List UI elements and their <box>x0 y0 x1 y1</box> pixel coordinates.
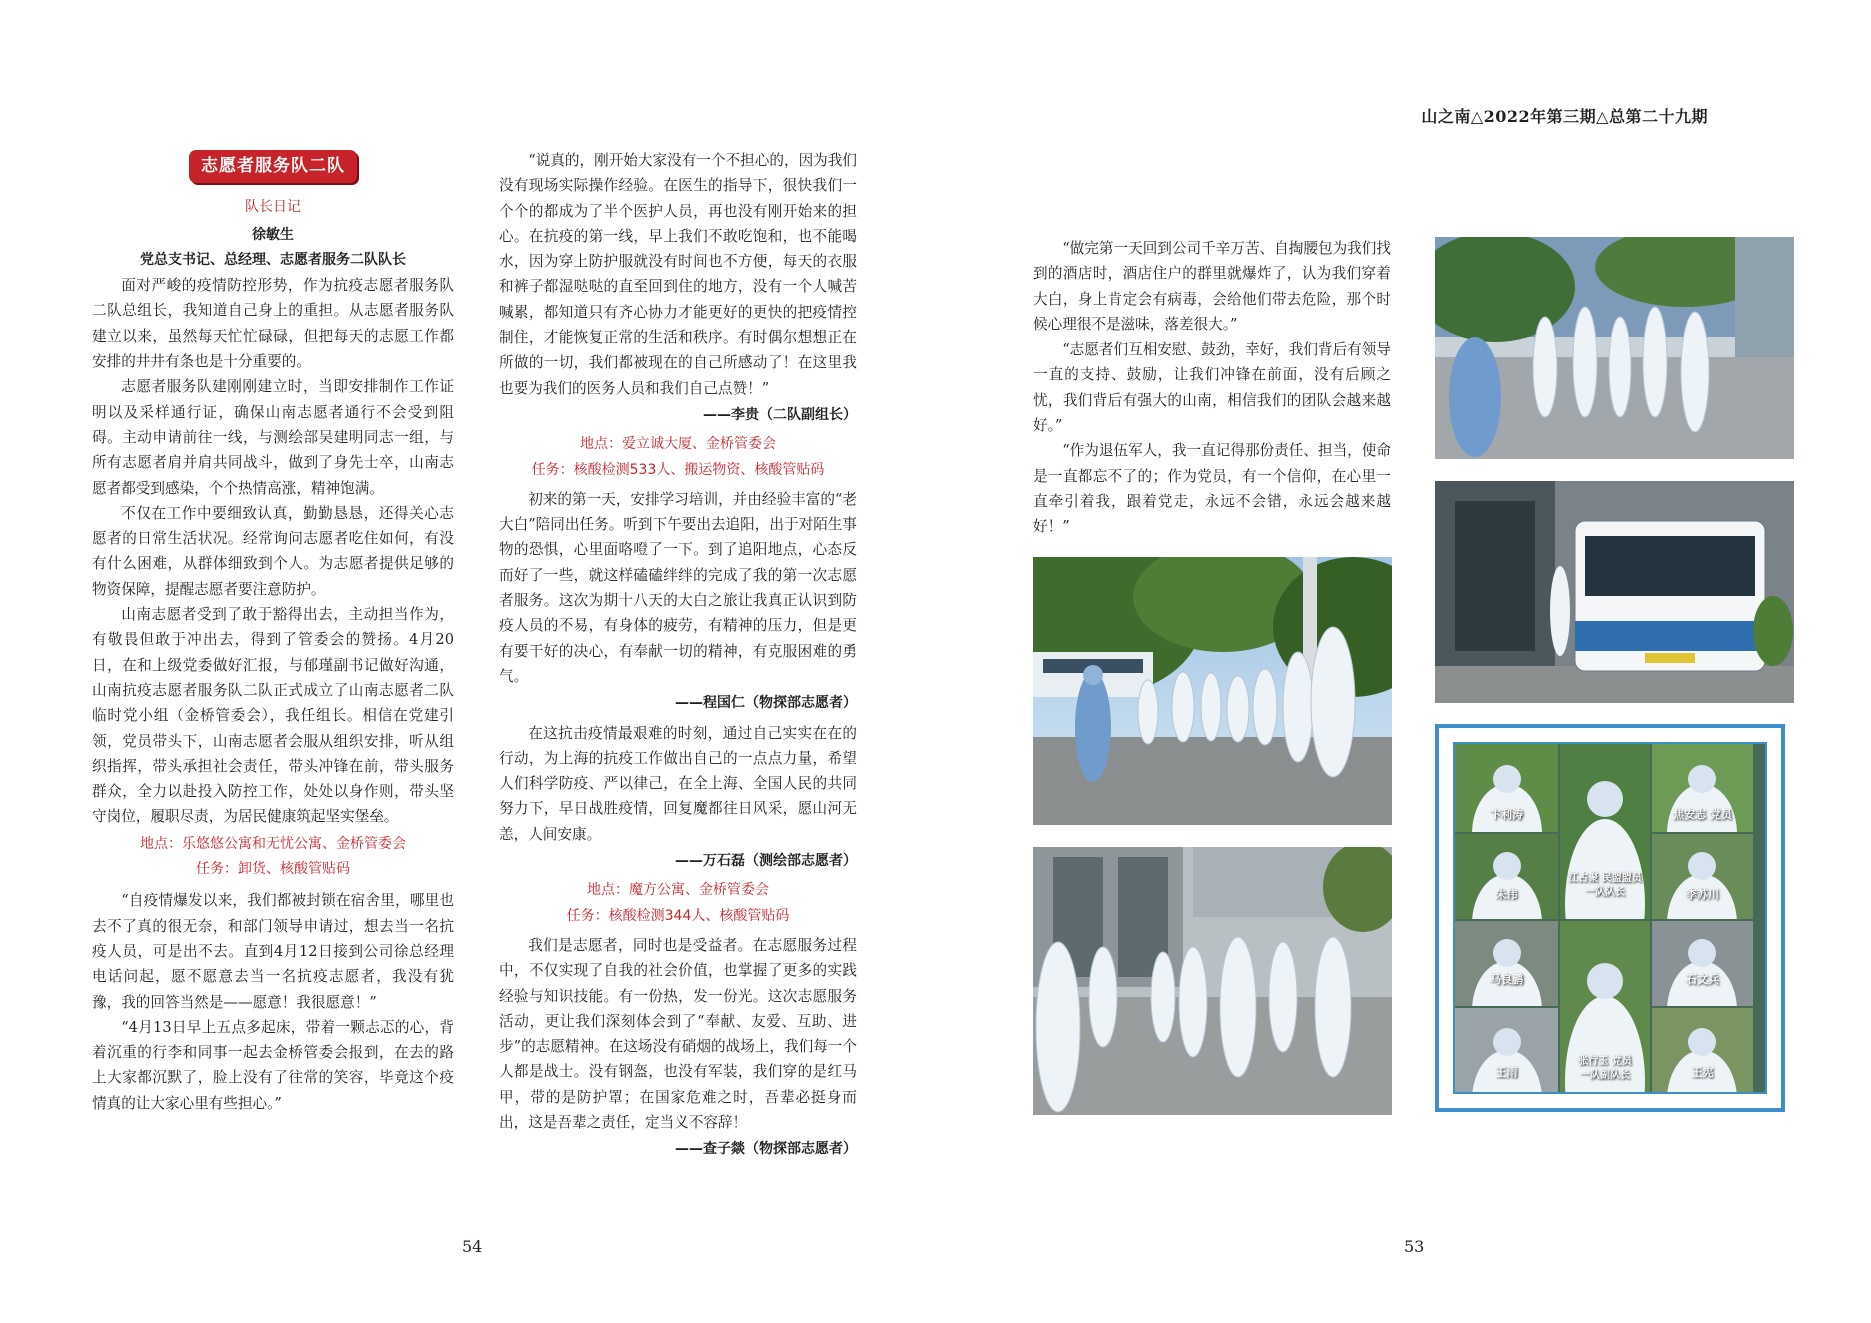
right-column-text <box>1033 236 1391 540</box>
portrait-tile <box>1455 921 1558 1006</box>
task-line: 任务：核酸检测344人、核酸管贴码 <box>566 907 790 924</box>
volunteers-building-photo <box>1033 847 1392 1115</box>
quote-paragraph: “4月13日早上五点多起床，带着一颗忐忑的心，背着沉重的行李和同事一起去金桥管委会报到，在去的路上大家都沉默了，脸上没有了往常的笑容，毕竟这个疫情真的让大家心里有些担心。” <box>92 1018 454 1112</box>
quote-paragraph: “自疫情爆发以来，我们都被封锁在宿舍里，哪里也去不了真的很无奈，和部门领导申请过，想去当一名抗疫人员，可是出不去。直到4月12日接到公司徐总经理电话问起，愿不愿意去当一名抗疫志愿者，我没有犹豫，我的回答当然是——愿意！我很愿意！” <box>92 892 454 1011</box>
volunteer-name: 焦安志 党员 <box>1673 808 1732 821</box>
portrait-tile <box>1560 921 1650 1094</box>
volunteer-name: 江占聚 民盟盟员 一队队长 <box>1568 873 1642 898</box>
portrait-tile <box>1560 744 1650 919</box>
location-line: 地点：乐悠悠公寓和无忧公寓、金桥管委会 <box>140 835 406 852</box>
page-number-left: 54 <box>462 1237 483 1256</box>
paragraph: 在这抗击疫情最艰难的时刻，通过自己实实在在的行动，为上海的抗疫工作做出自己的一点点力量，希望人们科学防疫、严以律己，在全上海、全国人民的共同努力下，早日战胜疫情，回复魔都往日风采，愿山河无恙，人间安康。 <box>499 724 857 843</box>
portrait-tile <box>1455 744 1558 832</box>
volunteers-sidewalk-photo <box>1435 237 1794 459</box>
location-line: 地点：爱立诚大厦、金桥管委会 <box>580 436 776 453</box>
signature: ——程国仁（物探部志愿者） <box>675 695 857 712</box>
volunteer-name: 张行玉 党员 一队副队长 <box>1578 1056 1632 1081</box>
signature: ——李贵（二队副组长） <box>703 406 857 423</box>
portrait-tile <box>1652 744 1753 832</box>
quote-paragraph: “做完第一天回到公司千辛万苦、自掏腰包为我们找到的酒店时，酒店住户的群里就爆炸了，认为我们穿着大白，身上肯定会有病毒，会给他们带去危险，那个时候心理很不是滋味，落差很大。” <box>1033 240 1391 333</box>
paragraph: 初来的第一天，安排学习培训，并由经验丰富的“老大白”陪同出任务。听到下午要出去追阳，出于对陌生事物的恐惧，心里面咯噔了一下。到了追阳地点，心态反而好了一些，就这样磕磕绊绊的完成了我的第一次志愿者服务。这次为期十八天的大白之旅让我真正认识到防疫人员的不易，有身体的疲劳，有精神的压力，但是更有要干好的决心，有奉献一切的精神，有克服困难的勇气。 <box>499 490 857 685</box>
portrait-tile <box>1652 834 1753 919</box>
paragraph: 山南志愿者受到了敢于豁得出去，主动担当作为，有敬畏但敢于冲出去，得到了管委会的赞扬。4月20日，在和上级党委做好汇报，与郁瑾副书记做好沟通，山南抗疫志愿者服务队二队正式成立了山南志愿者二队临时党小组（金桥管委会），我任组长。相信在党建引领，党员带头下，山南志愿者会服从组织安排，听从组织指挥，带头承担社会责任，带头冲锋在前，带头服务群众，全力以赴投入防控工作，处处以身作则，带头坚守岗位，履职尽责，为居民健康筑起坚实堡垒。 <box>92 606 454 826</box>
left-column-2 <box>499 148 857 1167</box>
volunteer-name: 马良鹏 <box>1490 973 1523 986</box>
portrait-tile <box>1652 1008 1753 1094</box>
paragraph: 我们是志愿者，同时也是受益者。在志愿服务过程中，不仅实现了自我的社会价值，也掌握了更多的实践经验与知识技能。有一份热，发一份光。这次志愿服务活动，更让我们深刻体会到了“奉献、友爱、互助、进步”的志愿精神。在这场没有硝烟的战场上，我们每一个人都是战士。没有钢盔，也没有军装，我们穿的是红马甲，带的是防护罩；在国家危难之时，吾辈必挺身而出，这是吾辈之责任，定当义不容辞！ <box>499 936 857 1131</box>
portrait-tile <box>1455 834 1558 919</box>
portrait-tile <box>1455 1008 1558 1094</box>
team-banner: 志愿者服务队二队 <box>189 150 357 183</box>
quote-paragraph: “作为退伍军人，我一直记得那份责任、担当，使命是一直都忘不了的；作为党员，有一个信仰，在心里一直牵引着我，跟着党走，永远不会错，永远会越来越好！” <box>1033 442 1391 536</box>
left-column-1 <box>92 150 454 1116</box>
quote-paragraph: “志愿者们互相安慰、鼓劲，幸好，我们背后有领导一直的支持、鼓励，让我们冲锋在前面，没有后顾之忧，我们背后有强大的山南，相信我们的团队会越来越好。” <box>1033 341 1391 435</box>
issue-header: 山之南△2022年第三期△总第二十九期 <box>1421 107 1708 126</box>
portrait-collage <box>1453 742 1767 1094</box>
author-name: 徐敏生 <box>252 226 294 243</box>
volunteer-name: 卞利涛 <box>1490 808 1523 821</box>
volunteers-street-photo <box>1033 557 1392 825</box>
volunteer-name: 王宪 <box>1691 1066 1714 1079</box>
portrait-collage-frame <box>1435 724 1785 1112</box>
task-line: 任务：核酸检测533人、搬运物资、核酸管贴码 <box>531 461 825 478</box>
portrait-tile <box>1652 921 1753 1006</box>
volunteer-name: 王雨 <box>1495 1066 1518 1079</box>
location-line: 地点：魔方公寓、金桥管委会 <box>587 882 769 899</box>
paragraph: 面对严峻的疫情防控形势，作为抗疫志愿者服务队二队总组长，我知道自己身上的重担。从志愿者服务队建立以来，虽然每天忙忙碌碌，但把每天的志愿工作都安排的井井有条也是十分重要的。 <box>92 277 454 371</box>
signature: ——查子燚（物探部志愿者） <box>675 1141 857 1158</box>
signature: ——万石磊（测绘部志愿者） <box>675 853 857 870</box>
diary-subtitle: 队长日记 <box>245 199 301 216</box>
paragraph: 不仅在工作中要细致认真，勤勤恳恳，还得关心志愿者的日常生活状况。经常询问志愿者吃住如何，有没有什么困难，从群体细致到个人。为志愿者提供足够的物资保障，提醒志愿者要注意防护。 <box>92 504 454 598</box>
volunteer-name: 朱伟 <box>1495 888 1518 901</box>
bus-photo <box>1435 481 1794 703</box>
task-line: 任务：卸货、核酸管贴码 <box>196 861 350 878</box>
author-title: 党总支书记、总经理、志愿者服务二队队长 <box>140 251 406 268</box>
page-number-right: 53 <box>1404 1237 1425 1256</box>
paragraph: 志愿者服务队建刚刚建立时，当即安排制作工作证明以及采样通行证，确保山南志愿者通行不会受到阻碍。主动申请前往一线，与测绘部吴建明同志一组，与所有志愿者肩并肩共同战斗，做到了身先士卒，山南志愿者都受到感染，个个热情高涨，精神饱满。 <box>92 378 454 497</box>
quote-paragraph: “说真的，刚开始大家没有一个不担心的，因为我们没有现场实际操作经验。在医生的指导下，很快我们一个个的都成为了半个医护人员，再也没有刚开始来的担心。在抗疫的第一线，早上我们不敢吃饱和，也不能喝水，因为穿上防护服就没有时间也不方便，每天的衣服和裤子都湿哒哒的直至回到住的地方，没有一个人喊苦喊累，都知道只有齐心协力才能更好的更快的把疫情控制住，才能恢复正常的生活和秩序。有时偶尔想想正在所做的一切，我们都被现在的自己所感动了！在这里我也要为我们的医务人员和我们自己点赞！” <box>499 152 857 397</box>
volunteer-name: 李苏川 <box>1686 888 1719 901</box>
volunteer-name: 石文兵 <box>1686 973 1719 986</box>
